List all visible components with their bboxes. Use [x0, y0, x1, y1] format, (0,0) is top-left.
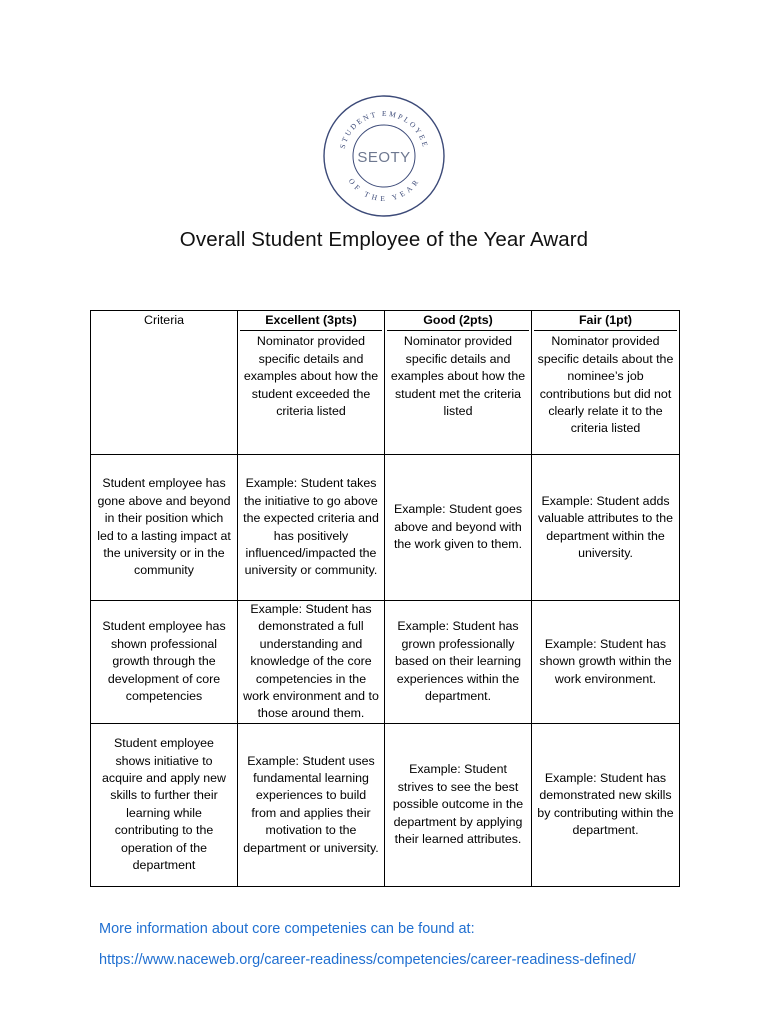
table-row — [91, 723, 680, 886]
svg-text:STUDENT EMPLOYEE — [338, 109, 431, 150]
column-header-fair: Fair (1pt) — [534, 312, 677, 331]
seal-arc-bottom-text: OF THE YEAR — [346, 176, 422, 204]
core-competencies-note: More information about core competenies can be found at: — [99, 921, 475, 937]
example-cell: Example: Student has demonstrated new skills by contributing within the department. — [532, 723, 680, 886]
column-good — [385, 311, 532, 455]
example-cell: Example: Student goes above and beyond with the work given to them. — [385, 455, 532, 601]
column-excellent — [238, 311, 385, 455]
page-title: Overall Student Employee of the Year Award — [179, 228, 589, 251]
table-header-row — [91, 311, 680, 455]
column-header-good: Good (2pts) — [387, 312, 529, 331]
criteria-header: Criteria — [91, 311, 238, 455]
column-description: Nominator provided specific details and examples about how the student met the criteria listed — [390, 334, 526, 419]
rubric-table — [90, 310, 680, 887]
seal-arc-top-text: STUDENT EMPLOYEE — [337, 108, 431, 150]
example-cell: Example: Student strives to see the best possible outcome in the department by applying their learned attributes. — [385, 723, 532, 886]
seoty-seal-logo — [322, 94, 446, 218]
column-fair — [532, 311, 680, 455]
criteria-cell: Student employee has gone above and beyond in their position which led to a lasting impact at the university or in the community — [91, 455, 238, 601]
example-cell: Example: Student adds valuable attributes to the department within the university. — [532, 455, 680, 601]
example-cell: Example: Student uses fundamental learning experiences to build from and applies their motivation to the department or university. — [238, 723, 385, 886]
svg-text:OF THE YEAR — [347, 177, 421, 203]
table-row — [91, 455, 680, 601]
example-cell: Example: Student has demonstrated a full understanding and knowledge of the core competencies in the work environment and to those around them. — [238, 601, 385, 724]
column-description: Nominator provided specific details about the nominee’s job contributions but did not clearly relate it to the criteria listed — [537, 334, 674, 436]
column-header-excellent: Excellent (3pts) — [240, 312, 382, 331]
example-cell: Example: Student takes the initiative to go above the expected criteria and has positively influenced/impacted the university or community. — [238, 455, 385, 601]
example-cell: Example: Student has grown professionally based on their learning experiences within the department. — [385, 601, 532, 724]
criteria-cell: Student employee shows initiative to acquire and apply new skills to further their learning while contributing to the operation of the department — [91, 723, 238, 886]
career-readiness-link[interactable]: https://www.naceweb.org/career-readiness/competencies/career-readiness-defined/ — [99, 952, 636, 968]
table-row — [91, 601, 680, 724]
example-cell: Example: Student has shown growth within the work environment. — [532, 601, 680, 724]
criteria-cell: Student employee has shown professional growth through the development of core competencies — [91, 601, 238, 724]
column-description: Nominator provided specific details and examples about how the student exceeded the criteria listed — [243, 334, 379, 419]
seal-center-text: SEOTY — [357, 149, 411, 166]
